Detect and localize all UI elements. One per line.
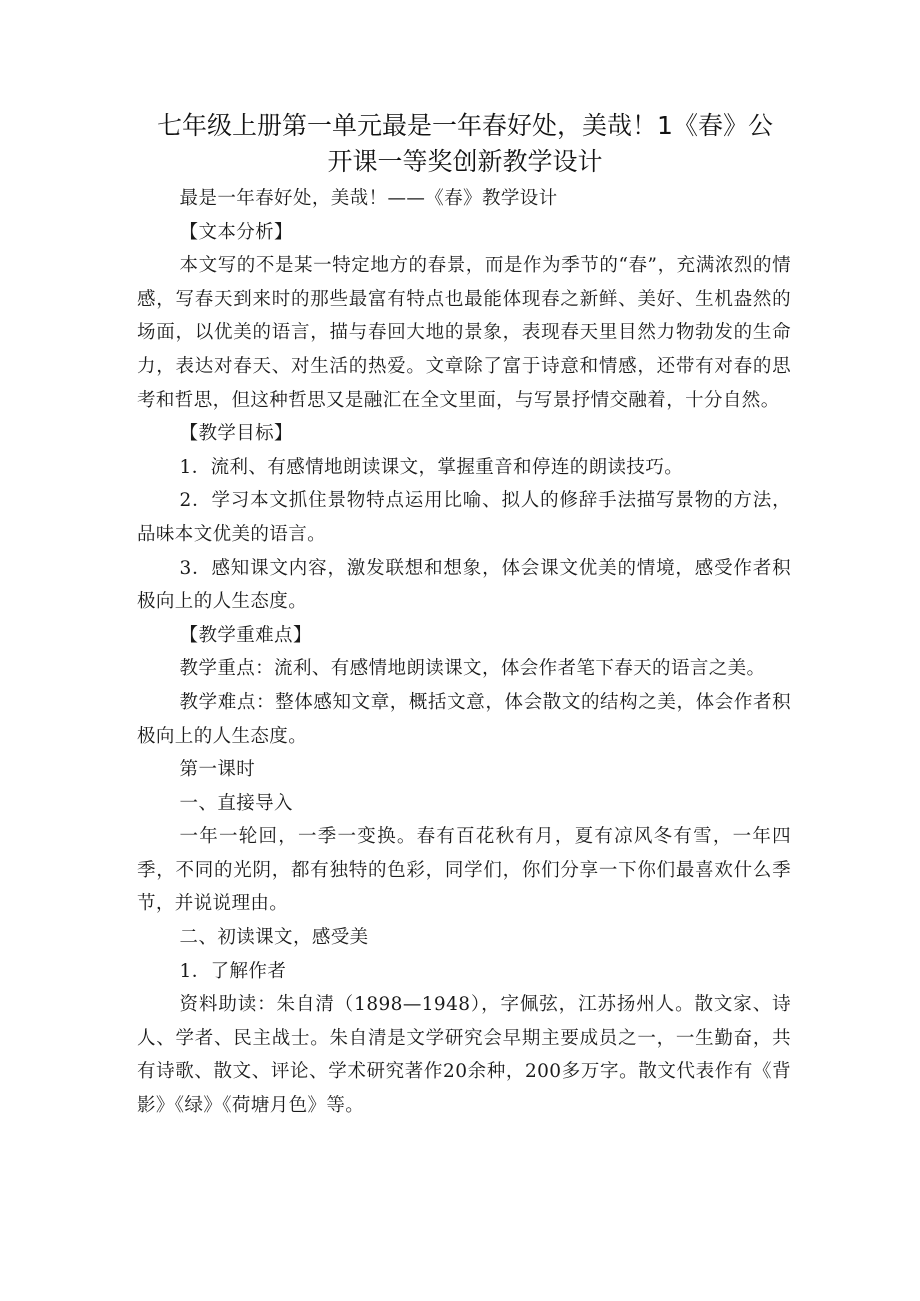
paragraph-introduction: 一年一轮回，一季一变换。春有百花秋有月，夏有凉风冬有雪，一年四季，不同的光阴，都有独特的色彩，同学们，你们分享一下你们最喜欢什么季节，并说说理由。 [137, 826, 791, 915]
paragraph-author-info: 资料助读：朱自清（1898—1948），字佩弦，江苏扬州人。散文家、诗人、学者、民主战士。朱自清是文学研究会早期主要成员之一，一生勤奋，共有诗歌、散文、评论、学术研究著作20余种，200多万字。散文代表作有《背影》《绿》《荷塘月色》等。 [137, 994, 791, 1117]
lesson-heading: 第一课时 [179, 759, 256, 781]
section-heading-text-analysis: 【文本分析】 [179, 221, 293, 243]
step-heading-1: 一、直接导入 [179, 792, 293, 814]
goal-item-2: 2．学习本文抓住景物特点运用比喻、拟人的修辞手法描写景物的方法，品味本文优美的语言。 [137, 490, 791, 545]
document-body [137, 182, 791, 1123]
paragraph-text-analysis: 本文写的不是某一特定地方的春景，而是作为季节的“春”，充满浓烈的情感，写春天到来时的那些最富有特点也最能体现春之新鲜、美好、生机盎然的场面，以优美的语言，描与春回大地的景象，表现春天里目然力物勃发的生命力，表达对春天、对生活的热爱。文章除了富于诗意和情感，还带有对春的思考和哲思，但这种哲思又是融汇在全文里面，与写景抒情交融着，十分自然。 [137, 255, 791, 411]
document-title [140, 108, 790, 180]
title-line-2: 开课一等奖创新教学设计 [327, 147, 603, 176]
title-line-1: 七年级上册第一单元最是一年春好处，美哉！1《春》公 [157, 111, 773, 140]
goal-item-1: 1．流利、有感情地朗读课文，掌握重音和停连的朗读技巧。 [179, 456, 684, 478]
key-point: 教学重点：流利、有感情地朗读课文，体会作者笔下春天的语言之美。 [179, 658, 766, 680]
step-heading-2: 二、初读课文，感受美 [179, 927, 369, 949]
section-heading-key-points: 【教学重难点】 [179, 624, 312, 646]
sub-step-heading-1: 1．了解作者 [179, 960, 287, 982]
section-heading-teaching-goals: 【教学目标】 [179, 423, 293, 445]
difficult-point: 教学难点：整体感知文章，概括文意，体会散文的结构之美，体会作者积极向上的人生态度。 [137, 691, 791, 747]
subtitle: 最是一年春好处，美哉！——《春》教学设计 [179, 188, 558, 209]
goal-item-3: 3．感知课文内容，激发联想和想象，体会课文优美的情境，感受作者积极向上的人生态度。 [137, 557, 791, 613]
